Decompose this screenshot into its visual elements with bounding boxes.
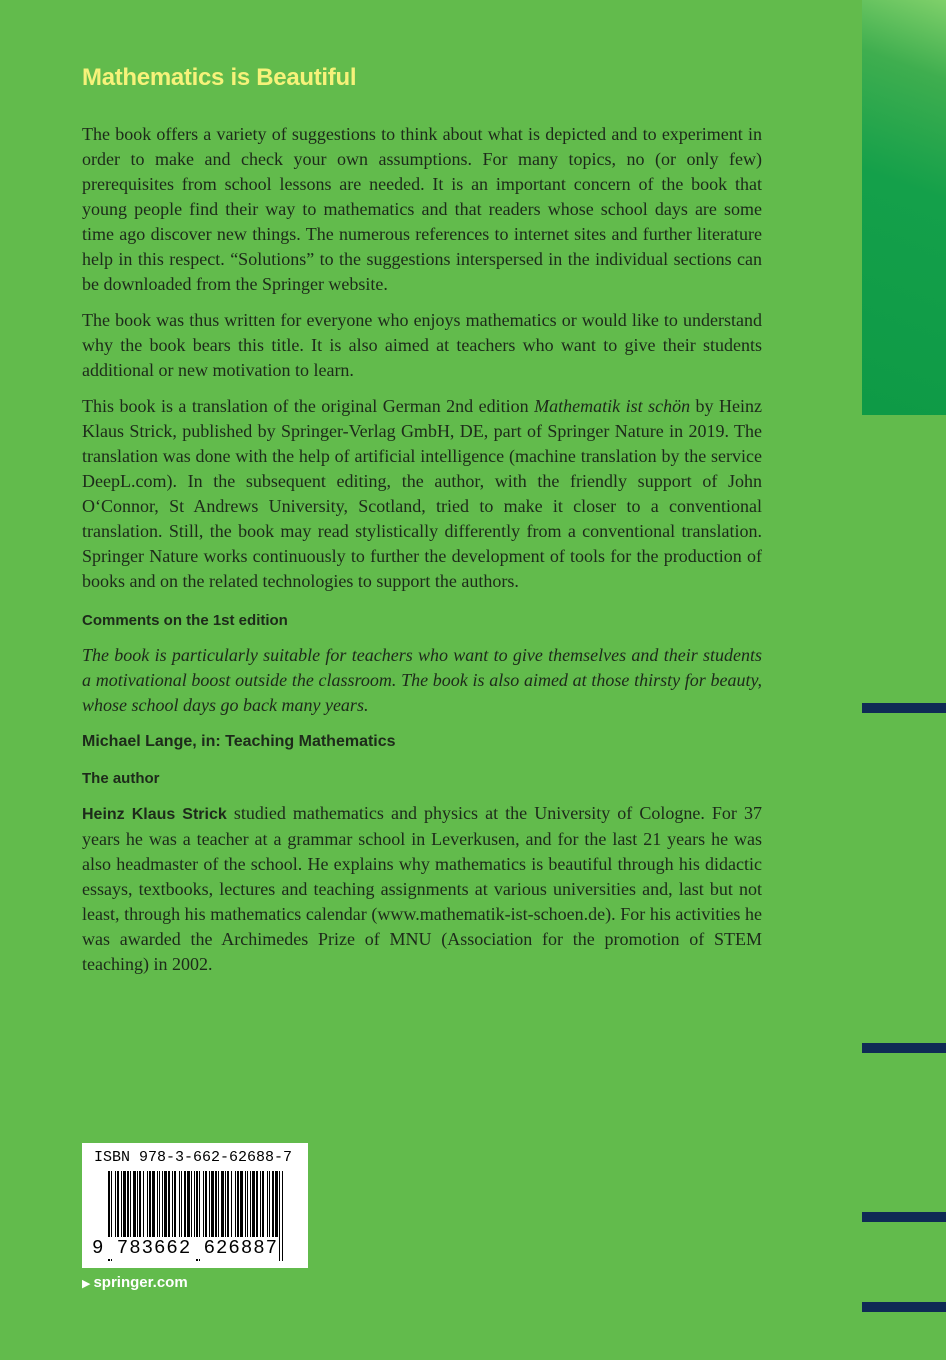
barcode-bar — [133, 1171, 136, 1241]
barcode-bar — [240, 1171, 243, 1241]
barcode-bar — [245, 1171, 246, 1241]
author-heading: The author — [82, 770, 160, 787]
comments-section — [82, 610, 762, 754]
barcode-bar — [203, 1171, 204, 1241]
barcode-bar — [115, 1171, 116, 1241]
barcode-bar — [130, 1171, 131, 1241]
barcode-bar — [227, 1171, 229, 1241]
barcode-bar — [282, 1171, 283, 1261]
spine-tick-mark — [862, 1302, 946, 1312]
author-name: Heinz Klaus Strick — [82, 806, 227, 823]
spine-tick-mark — [862, 1043, 946, 1053]
barcode-bar — [252, 1171, 255, 1241]
barcode-bar — [123, 1171, 126, 1241]
body-text — [82, 122, 762, 977]
barcode-bar — [121, 1171, 122, 1241]
barcode-bar — [235, 1171, 236, 1241]
barcode-bar — [117, 1171, 119, 1241]
barcode-bar — [143, 1171, 144, 1241]
barcode-bar — [164, 1171, 167, 1241]
isbn-barcode — [82, 1143, 308, 1268]
isbn-digits: 9 783662 626887 — [92, 1237, 279, 1259]
barcode-bar — [211, 1171, 214, 1241]
author-bio: Heinz Klaus Strick studied mathematics and physics at the University of Cologne. For 37 years he was a teacher at a grammar school in Leverkusen, and for the last 21 years he was also headmaster of the school. He explains why mathematics is beautiful through his didactic essays, textbooks, lectures and teaching assignments at various universities and, last but not least, through his mathematics calendar (www.mathematik-ist-schoen.de). For his activities he was awarded the Archimedes Prize of MNU (Association for the promotion of STEM teaching) in 2002. — [82, 803, 763, 974]
barcode-bar — [191, 1171, 192, 1241]
barcode-bar — [225, 1171, 226, 1241]
barcode-bar — [127, 1171, 129, 1241]
barcode-bar — [221, 1171, 224, 1241]
barcode-bar — [147, 1171, 148, 1241]
barcode-bar — [279, 1171, 280, 1261]
spine-tick-mark — [862, 703, 946, 713]
barcode-bar — [262, 1171, 264, 1241]
author-section — [82, 768, 762, 977]
barcode-bar — [172, 1171, 173, 1241]
barcode-bar — [149, 1171, 151, 1241]
barcode-bar — [205, 1171, 207, 1241]
barcode-bar — [194, 1171, 195, 1241]
isbn-label: ISBN 978-3-662-62688-7 — [94, 1149, 293, 1166]
barcode-bar — [218, 1171, 219, 1241]
review-quote: The book is particularly suitable for teachers who want to give themselves and their students a motivational boost outside the classroom. The book is also aimed at those thirsty for beauty, whose school days go back many years. — [82, 645, 762, 715]
original-title: Mathematik ist schön — [534, 396, 691, 416]
barcode-bar — [269, 1171, 270, 1241]
barcode-bar — [181, 1171, 182, 1241]
barcode-bar — [237, 1171, 239, 1241]
barcode-bar — [139, 1171, 141, 1241]
barcode-bar — [157, 1171, 158, 1241]
spine-tick-mark — [862, 1212, 946, 1222]
barcode-bar — [250, 1171, 251, 1241]
barcode-bar — [162, 1171, 163, 1241]
barcode-bar — [152, 1171, 155, 1241]
website-link[interactable]: ▶ springer.com — [82, 1274, 188, 1291]
barcode-bar — [159, 1171, 160, 1241]
barcode-bar — [275, 1171, 278, 1241]
comments-heading: Comments on the 1st edition — [82, 612, 288, 629]
barcode-bar — [168, 1171, 170, 1241]
intro-paragraph: The book offers a variety of suggestions to think about what is depicted and to experiment in order to make and check your own assumptions. For many topics, no (or only few) prerequisites from school lessons are needed. It is an important concern of the book that young people find their way to mathematics and that readers whose school days are some time ago discover new things. The numerous references to internet sites and further literature help in this respect. “Solutions” to the suggestions interspersed in the individual sections can be downloaded from the Springer website. — [82, 124, 762, 294]
barcode-bar — [256, 1171, 258, 1241]
barcode-bar — [179, 1171, 180, 1241]
barcode-bar — [272, 1171, 274, 1241]
barcode-bar — [267, 1171, 268, 1241]
barcode-bar — [174, 1171, 176, 1241]
barcode-bar — [184, 1171, 186, 1241]
spine-gradient-band — [862, 0, 946, 415]
barcode-bar — [137, 1171, 138, 1241]
book-title: Mathematics is Beautiful — [82, 64, 357, 91]
translation-paragraph: This book is a translation of the original German 2nd edition Mathematik ist schön by Heinz Klaus Strick, published by Springer-Verlag GmbH, DE, part of Springer Nature in 2019. The translation was done with the help of artificial intelligence (machine translation by the service DeepL.com). In the subsequent editing, the author, with the friendly support of John O‘Connor, St Andrews University, Scotland, tried to make it closer to a conventional translation. Still, the book may read stylistically differently from a conventional translation. Springer Nature works continuously to further the development of tools for the production of books and on the related technologies to support the authors. — [82, 396, 763, 591]
barcode-bar — [247, 1171, 248, 1241]
barcode-bar — [187, 1171, 190, 1241]
review-attribution: Michael Lange, in: Teaching Mathematics — [82, 733, 396, 750]
audience-paragraph: The book was thus written for everyone who enjoys mathematics or would like to understand why the book bears this title. It is also aimed at teachers who want to give their students additional or new motivation to learn. — [82, 310, 762, 380]
barcode-bar — [215, 1171, 217, 1241]
barcode-bar — [260, 1171, 261, 1241]
triangle-arrow-icon: ▶ — [82, 1278, 91, 1290]
barcode-bar — [231, 1171, 232, 1241]
barcode-bar — [209, 1171, 210, 1241]
